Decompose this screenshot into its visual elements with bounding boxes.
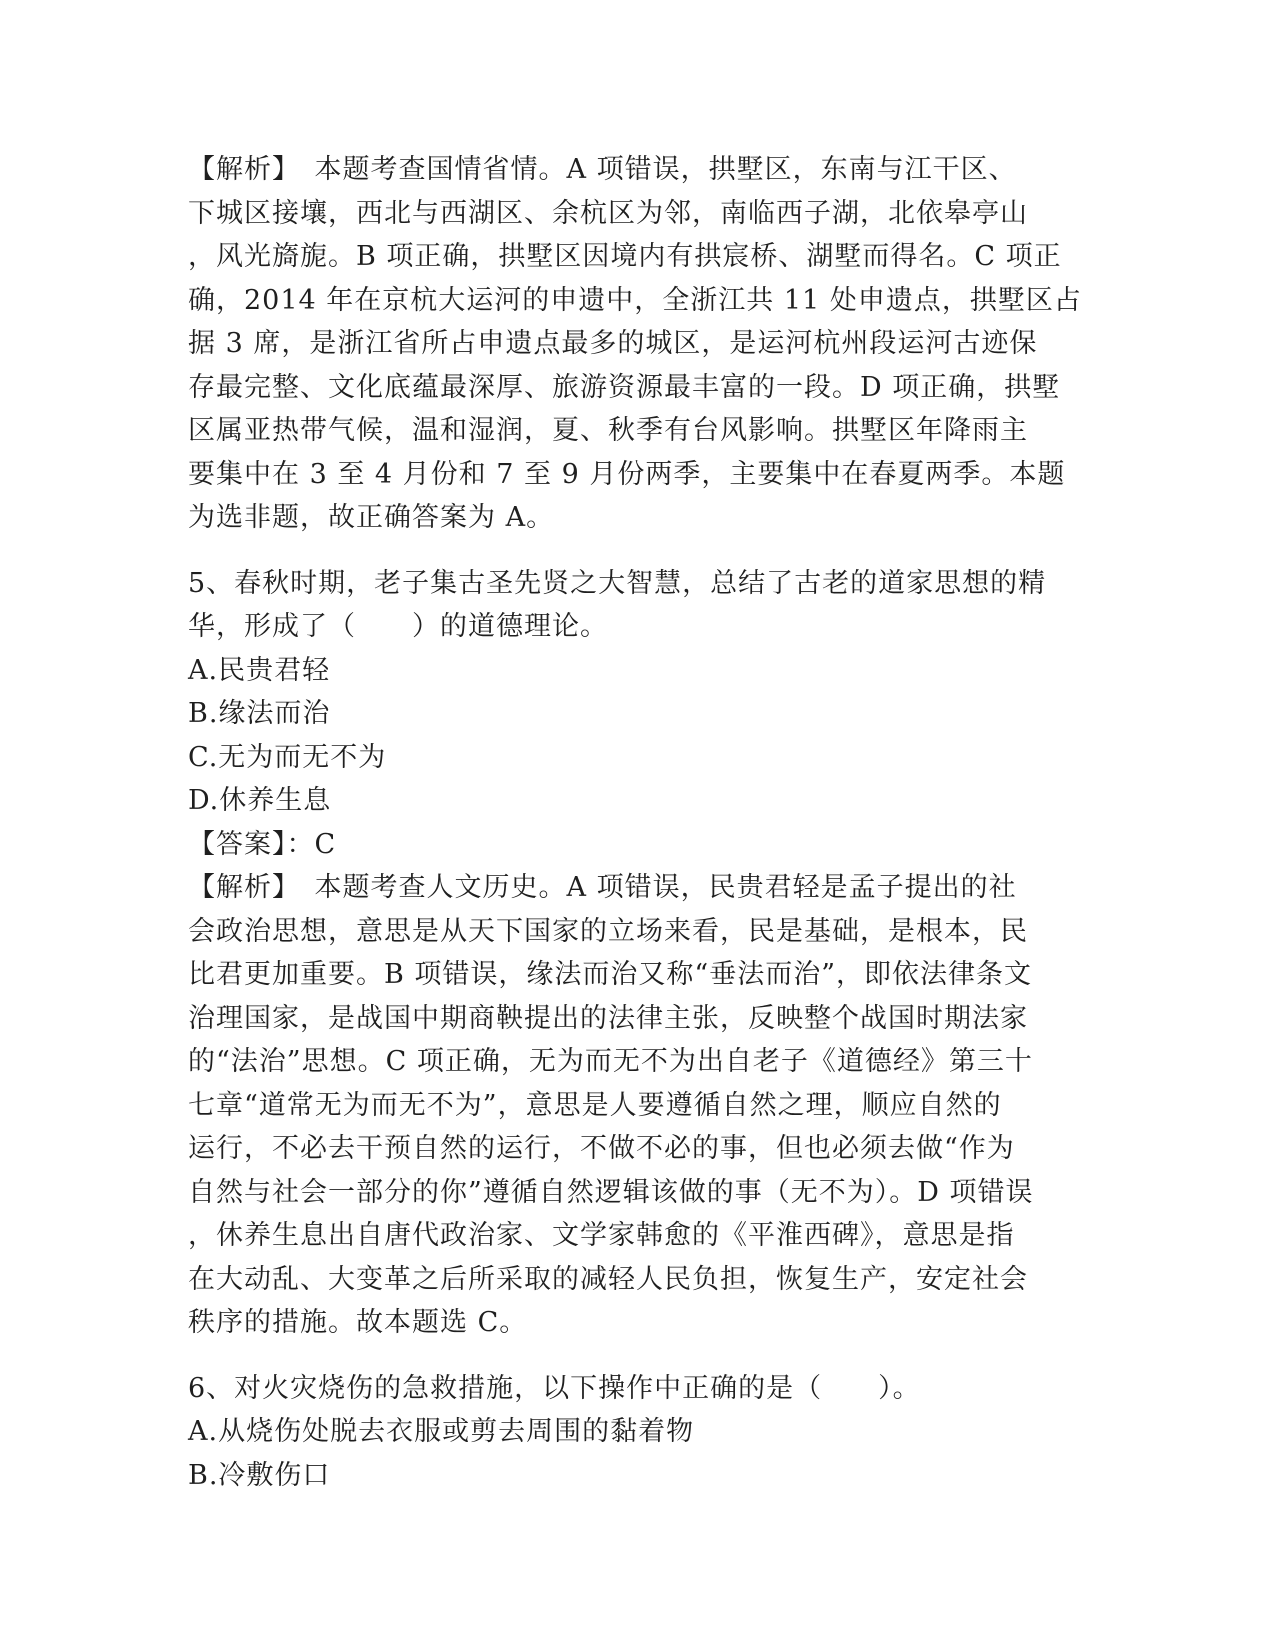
paragraph-gap <box>188 1345 1088 1367</box>
analysis-line: 确，2014 年在京杭大运河的申遗中，全浙江共 11 处申遗点，拱墅区占 <box>188 284 1082 316</box>
option-d: D.休养生息 <box>188 785 332 816</box>
analysis-line: 在大动乱、大变革之后所采取的减轻人民负担，恢复生产，安定社会 <box>188 1263 1028 1295</box>
option-a: A.民贵君轻 <box>188 654 331 686</box>
analysis-line: 的“法治”思想。C 项正确，无为而无不为出自老子《道德经》第三十 <box>188 1046 1033 1077</box>
analysis-line: 【解析】 本题考查人文历史。A 项错误，民贵君轻是孟子提出的社 <box>188 872 1017 903</box>
analysis-line: 治理国家，是战国中期商鞅提出的法律主张，反映整个战国时期法家 <box>188 1002 1028 1034</box>
option-c: C.无为而无不为 <box>188 741 387 773</box>
question-stem: 6、对火灾烧伤的急救措施，以下操作中正确的是（ ）。 <box>188 1372 921 1404</box>
analysis-line: 会政治思想，意思是从天下国家的立场来看，民是基础，是根本，民 <box>188 915 1028 947</box>
question-stem: 5、春秋时期，老子集古圣先贤之大智慧，总结了古老的道家思想的精 <box>188 567 1047 599</box>
question-5 <box>188 562 1088 1345</box>
analysis-line: 据 3 席，是浙江省所占申遗点最多的城区，是运河杭州段运河古迹保 <box>188 328 1038 359</box>
analysis-line: ，风光旖旎。B 项正确，拱墅区因境内有拱宸桥、湖墅而得名。C 项正 <box>188 241 1062 272</box>
question-stem: 华，形成了（ ）的道德理论。 <box>188 611 608 642</box>
analysis-line: 【解析】 本题考查国情省情。A 项错误，拱墅区，东南与江干区、 <box>188 154 1017 185</box>
analysis-line: 下城区接壤，西北与西湖区、余杭区为邻，南临西子湖，北依皋亭山 <box>188 197 1028 229</box>
analysis-line: 七章“道常无为而无不为”，意思是人要遵循自然之理，顺应自然的 <box>188 1089 1002 1121</box>
question-6 <box>188 1367 1088 1498</box>
analysis-line: 秩序的措施。故本题选 C。 <box>188 1307 528 1338</box>
analysis-line: 运行，不必去干预自然的运行，不做不必的事，但也必须去做“作为 <box>188 1133 1015 1164</box>
analysis-line: 自然与社会一部分的你”遵循自然逻辑该做的事（无不为）。D 项错误 <box>188 1176 1034 1208</box>
analysis-line: 存最完整、文化底蕴最深厚、旅游资源最丰富的一段。D 项正确，拱墅 <box>188 371 1061 403</box>
analysis-line: 区属亚热带气候，温和湿润，夏、秋季有台风影响。拱墅区年降雨主 <box>188 415 1028 446</box>
analysis-line: 要集中在 3 至 4 月份和 7 至 9 月份两季，主要集中在春夏两季。本题 <box>188 458 1066 490</box>
answer-label: 【答案】：C <box>188 828 337 860</box>
paragraph-gap <box>188 540 1088 562</box>
document-body <box>188 148 1088 1497</box>
analysis-line: 比君更加重要。B 项错误，缘法而治又称“垂法而治”，即依法律条文 <box>188 959 1033 990</box>
q4-analysis <box>188 148 1088 540</box>
option-b: B.冷敷伤口 <box>188 1459 331 1491</box>
option-b: B.缘法而治 <box>188 698 331 729</box>
analysis-line: 为选非题，故正确答案为 A。 <box>188 502 555 533</box>
option-a: A.从烧伤处脱去衣服或剪去周围的黏着物 <box>188 1416 695 1447</box>
analysis-line: ，休养生息出自唐代政治家、文学家韩愈的《平淮西碑》，意思是指 <box>188 1220 1015 1251</box>
